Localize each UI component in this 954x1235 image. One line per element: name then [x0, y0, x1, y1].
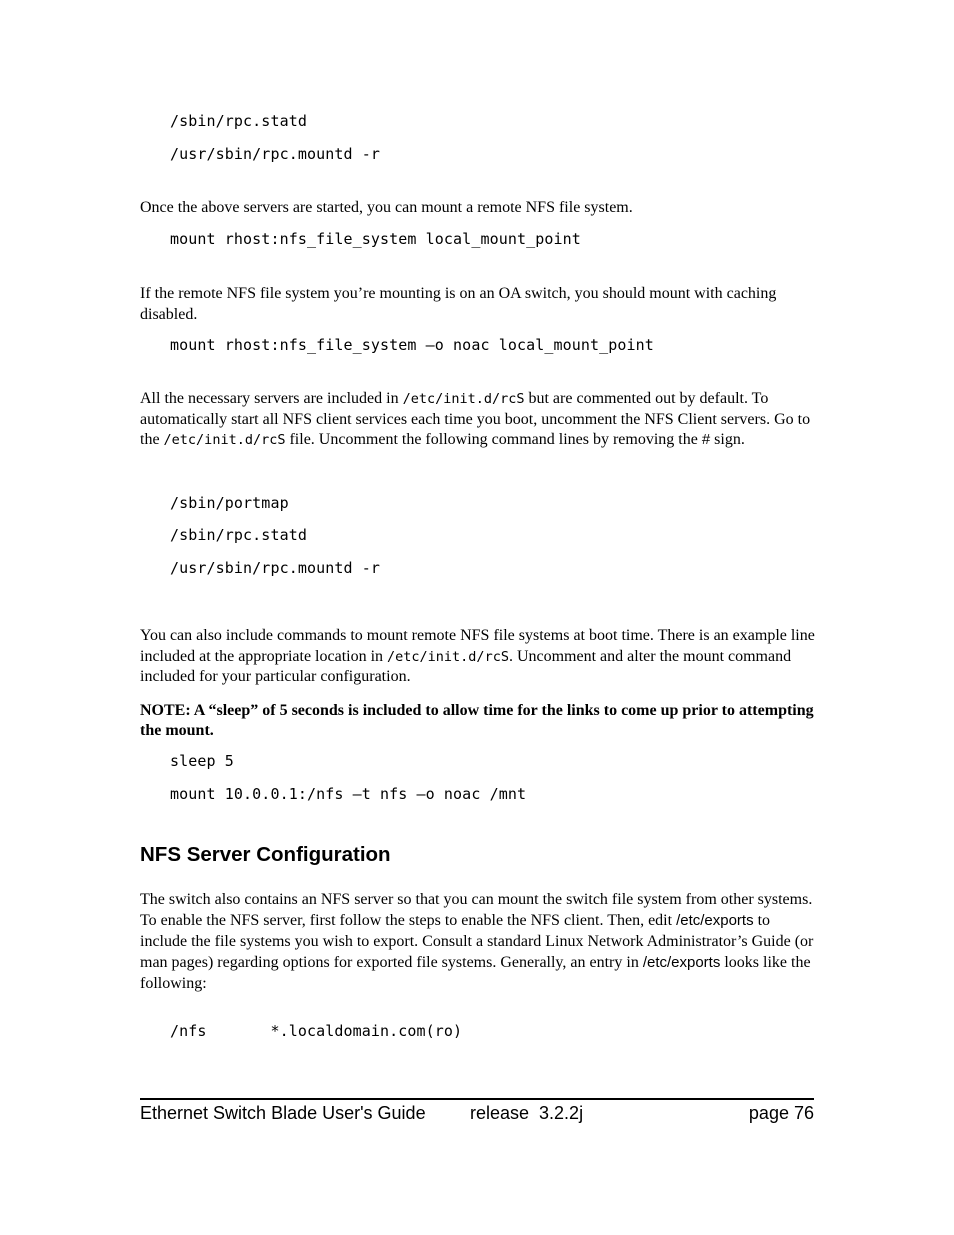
paragraph-boot: You can also include commands to mount remote NFS file systems at boot time. There is an example line included at the appropriate location in /etc/init.d/rcS. Uncomment and alter the mount command included for your particular configuration.	[140, 627, 815, 685]
page-footer	[140, 1098, 814, 1126]
note: NOTE: A “sleep” of 5 seconds is included to allow time for the links to come up prior to attempting the mount.	[140, 702, 814, 739]
path-exports: /etc/exports	[642, 954, 721, 971]
footer-title: Ethernet Switch Blade User's Guide	[140, 1103, 426, 1123]
code-line: mount 10.0.0.1:/nfs –t nfs –o noac /mnt	[170, 785, 527, 803]
paragraph-mount: Once the above servers are started, you can mount a remote NFS file system.	[140, 199, 633, 216]
code-line: /usr/sbin/rpc.mountd -r	[170, 559, 381, 577]
paragraph-nfs-server: The switch also contains an NFS server so that you can mount the switch file system from other systems. To enable the NFS server, first follow the steps to enable the NFS client. Then, edit /etc/exports to include the file systems you wish to export. Consult a standard Linux Network Administrator’s Guide (or man pages) regarding options for exported file systems. Generally, an entry in /etc/exports looks like the following:	[140, 891, 814, 992]
footer-page-number: page 76	[748, 1103, 814, 1123]
path-rcs: /etc/init.d/rcS	[163, 432, 286, 448]
section-heading: NFS Server Configuration	[140, 843, 391, 866]
footer-release: release 3.2.2j	[470, 1103, 584, 1123]
paragraph-oa-switch: If the remote NFS file system you’re mounting is on an OA switch, you should mount with caching disabled.	[140, 285, 777, 323]
code-line: /nfs *.localdomain.com(ro)	[170, 1022, 463, 1040]
code-line: /usr/sbin/rpc.mountd -r	[170, 145, 381, 163]
code-line: sleep 5	[170, 752, 234, 770]
path-rcs: /etc/init.d/rcS	[387, 648, 509, 665]
paragraph-rcs: All the necessary servers are included in /etc/init.d/rcS but are commented out by default. To automatically start all NFS client services each time you boot, uncomment the NFS Client servers. Go to the /etc/init.d/rcS file. Uncomment the following command lines by removing the # sign.	[140, 390, 811, 448]
code-line: /sbin/rpc.statd	[170, 112, 307, 130]
code-line: mount rhost:nfs_file_system –o noac local_mount_point	[170, 336, 654, 354]
path-rcs: /etc/init.d/rcS	[402, 391, 525, 407]
code-line: mount rhost:nfs_file_system local_mount_point	[170, 230, 581, 248]
path-exports: /etc/exports	[676, 912, 754, 929]
hash-symbol: #	[701, 431, 711, 448]
code-line: /sbin/portmap	[170, 494, 289, 512]
code-line: /sbin/rpc.statd	[170, 526, 307, 544]
